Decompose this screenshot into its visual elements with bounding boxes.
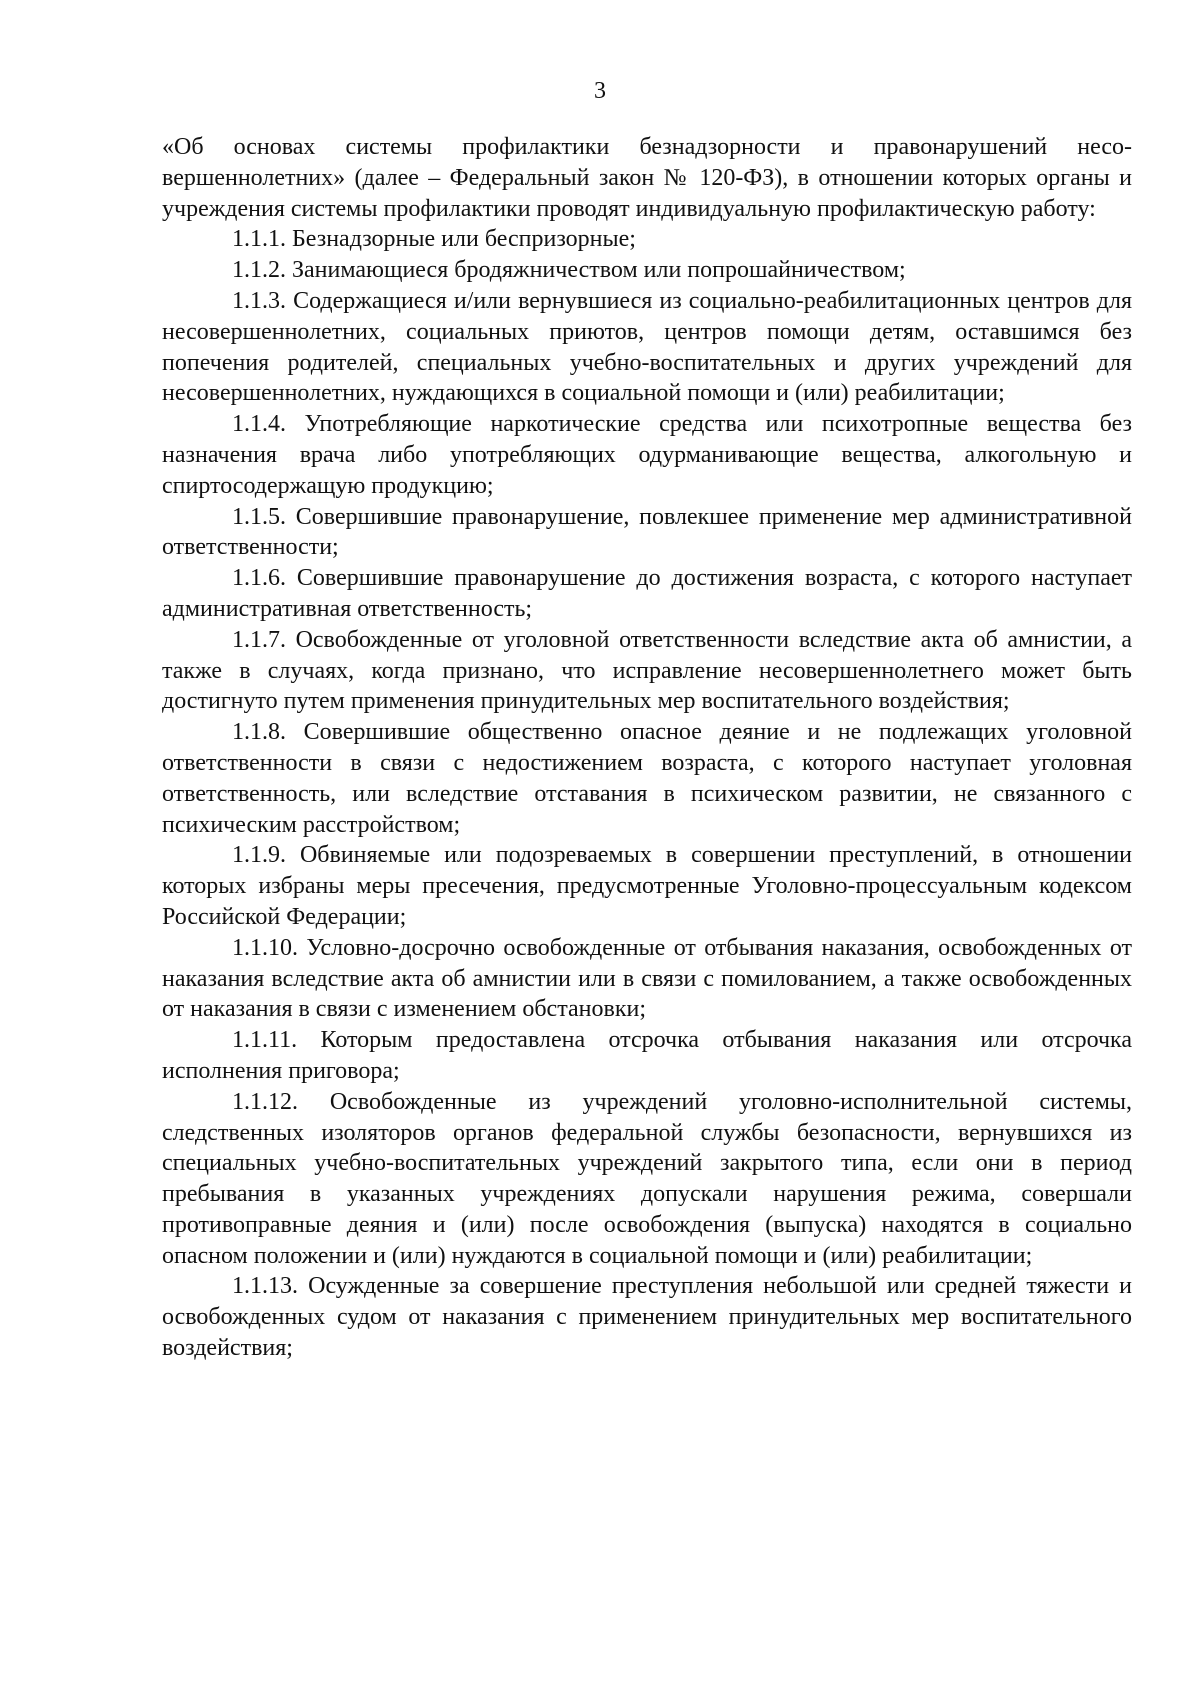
list-item-1-1-5: 1.1.5. Совершившие правонарушение, повлекшее применение мер административной ответственности;: [162, 503, 1132, 561]
intro-paragraph: «Об основах системы профилактики безнадзорности и правонарушений несовершеннолетних» (далее – Федеральный закон № 120-ФЗ), в отношении которых органы и учреждения системы профилактики проводят индивидуальную профилактическую работу:: [162, 134, 1132, 222]
list-item-1-1-7: 1.1.7. Освобожденные от уголовной ответственности вследствие акта об амнистии, а также в случаях, когда признано, что исправление несовершеннолетнего может быть достигнуто путем применения принудительных мер воспитательного воздействия;: [162, 626, 1132, 715]
document-body: [162, 132, 1132, 1364]
list-item-1-1-4: 1.1.4. Употребляющие наркотические средства или психотропные вещества без назначения врача либо употребляющих одурманивающие вещества, алкогольную и спиртосодержащую продукцию;: [162, 411, 1132, 499]
list-item-1-1-8: 1.1.8. Совершившие общественно опасное деяние и не подлежащих уголовной ответственности в связи с недостижением возраста, с которого наступает уголовная ответственность, или вследствие отставания в психическом развитии, не связанного с психическим расстройством;: [162, 719, 1132, 838]
list-item-1-1-1: 1.1.1. Безнадзорные или беспризорные;: [232, 226, 636, 253]
list-item-1-1-2: 1.1.2. Занимающиеся бродяжничеством или попрошайничеством;: [232, 257, 906, 284]
list-item-1-1-3: 1.1.3. Содержащиеся и/или вернувшиеся из социально-реабилитационных центров для несовершеннолетних, социальных приютов, центров помощи детям, оставшимся без попечения родителей, специальных учебно-воспитательных и других учреждений для несовершеннолетних, нуждающихся в социальной помощи и (или) реабилитации;: [162, 287, 1132, 407]
list-item-1-1-12: 1.1.12. Освобожденные из учреждений уголовно-исполнительной системы, следственных изоляторов органов федеральной службы безопасности, вернувшихся из специальных учебно-воспитательных учреждений закрытого типа, если они в период пребывания в указанных учреждениях допускали нарушения режима, совершали противоправные деяния и (или) после освобождения (выпуска) находятся в социально опасном положении и (или) нуждаются в социальной помощи и (или) реабилитации;: [162, 1088, 1132, 1269]
list-item-1-1-13: 1.1.13. Осужденные за совершение преступления небольшой или средней тяжести и освобожденных судом от наказания с применением принудительных мер воспитательного воздействия;: [162, 1273, 1132, 1362]
list-item-1-1-9: 1.1.9. Обвиняемые или подозреваемых в совершении преступлений, в отношении которых избраны меры пресечения, предусмотренные Уголовно-процессуальным кодексом Российской Федерации;: [162, 842, 1132, 930]
list-item-1-1-6: 1.1.6. Совершившие правонарушение до достижения возраста, с которого наступает административная ответственность;: [162, 565, 1132, 622]
list-item-1-1-11: 1.1.11. Которым предоставлена отсрочка отбывания наказания или отсрочка исполнения приговора;: [162, 1027, 1132, 1084]
page-number: 3: [594, 78, 606, 104]
list-item-1-1-10: 1.1.10. Условно-досрочно освобожденные от отбывания наказания, освобожденных от наказания вследствие акта об амнистии или в связи с помилованием, а также освобожденных от наказания в связи с изменением обстановки;: [162, 934, 1132, 1023]
